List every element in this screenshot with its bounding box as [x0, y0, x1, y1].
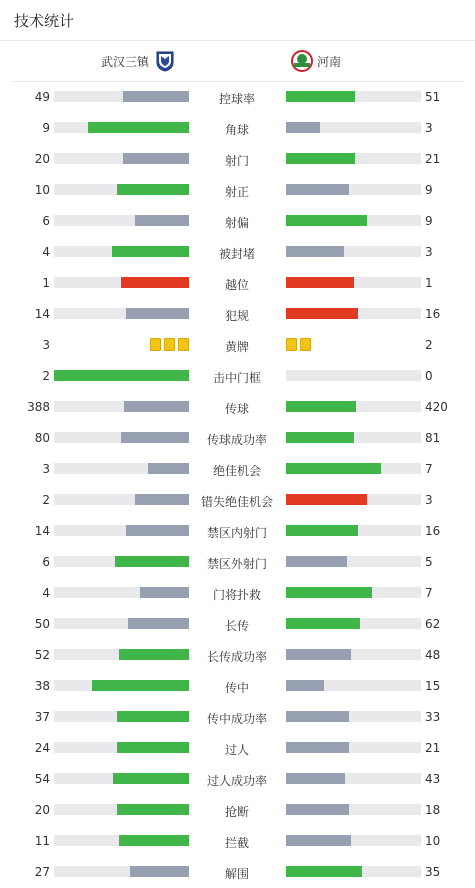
stat-label: 黄牌: [224, 340, 249, 354]
away-yellow-cards: [286, 338, 311, 351]
stat-row: [0, 329, 475, 360]
away-stat-value: 21: [425, 741, 441, 755]
home-stat-value: 49: [34, 90, 50, 104]
stat-row: [0, 422, 475, 453]
stat-row: [0, 391, 475, 422]
home-stat-value: 6: [42, 214, 50, 228]
stat-row: [0, 701, 475, 732]
home-stat-value: 11: [34, 834, 50, 848]
stat-row: [0, 608, 475, 639]
stat-label: 门将扑救: [212, 588, 261, 602]
away-stat-value: 15: [425, 679, 441, 693]
yellow-card-icon: [164, 338, 175, 351]
stat-label: 角球: [224, 123, 249, 137]
stat-row: [0, 174, 475, 205]
home-stat-bar: [54, 215, 189, 226]
away-stat-value: 5: [425, 555, 433, 569]
home-stat-bar-fill: [123, 91, 189, 102]
away-stat-bar-fill: [286, 432, 354, 443]
away-stat-bar: [286, 742, 421, 753]
away-stat-value: 51: [425, 90, 441, 104]
home-stat-value: 6: [42, 555, 50, 569]
stat-row: [0, 639, 475, 670]
stats-header: [0, 0, 475, 41]
stat-label: 错失绝佳机会: [200, 495, 273, 509]
away-stat-bar: [286, 401, 421, 412]
home-stat-value: 50: [34, 617, 50, 631]
away-stat-bar: [286, 432, 421, 443]
away-stat-bar-fill: [286, 463, 381, 474]
away-stat-bar: [286, 308, 421, 319]
home-stat-bar-fill: [124, 401, 189, 412]
stat-row: [0, 825, 475, 856]
stat-label: 绝佳机会: [212, 464, 261, 478]
stat-row: [0, 515, 475, 546]
stat-row: [0, 205, 475, 236]
stat-label: 过人成功率: [206, 774, 267, 788]
stat-label: 越位: [224, 278, 249, 292]
home-stat-bar-fill: [123, 153, 189, 164]
home-stat-value: 52: [34, 648, 50, 662]
home-stat-bar-fill: [121, 277, 189, 288]
away-stat-value: 3: [425, 245, 433, 259]
home-stat-bar-fill: [112, 246, 189, 257]
home-stat-value: 2: [42, 493, 50, 507]
away-team-name: 河南: [317, 54, 342, 69]
stat-row: [0, 670, 475, 701]
stat-label: 拦截: [224, 836, 249, 850]
away-stat-value: 10: [425, 834, 441, 848]
away-stat-value: 3: [425, 493, 433, 507]
away-stat-value: 0: [425, 369, 433, 383]
away-stat-bar-fill: [286, 866, 362, 877]
away-stat-bar-fill: [286, 153, 355, 164]
away-stat-bar: [286, 494, 421, 505]
away-stat-bar-fill: [286, 618, 360, 629]
stat-label: 控球率: [218, 92, 255, 106]
home-stat-bar-fill: [148, 463, 189, 474]
away-stat-bar-fill: [286, 246, 344, 257]
stat-label: 禁区外射门: [206, 557, 267, 571]
away-stat-value: 35: [425, 865, 441, 879]
home-team[interactable]: [95, 41, 175, 81]
home-stat-value: 10: [34, 183, 50, 197]
home-stat-value: 3: [42, 338, 50, 352]
stat-label: 过人: [224, 743, 249, 757]
stat-label: 禁区内射门: [206, 526, 267, 540]
home-stat-bar: [54, 773, 189, 784]
home-stat-bar: [54, 432, 189, 443]
away-stat-value: 18: [425, 803, 441, 817]
away-stat-bar: [286, 525, 421, 536]
away-stat-bar: [286, 122, 421, 133]
stat-label: 传球成功率: [206, 433, 267, 447]
home-yellow-cards: [150, 338, 189, 351]
away-stat-value: 9: [425, 183, 433, 197]
stat-row: [0, 546, 475, 577]
home-stat-value: 24: [34, 741, 50, 755]
stat-row: [0, 360, 475, 391]
wuhan-three-towns-crest-icon: [155, 50, 175, 72]
away-stat-value: 3: [425, 121, 433, 135]
away-stat-bar: [286, 618, 421, 629]
away-stat-value: 2: [425, 338, 433, 352]
home-stat-bar-fill: [130, 866, 189, 877]
home-stat-bar-fill: [119, 835, 189, 846]
away-stat-bar: [286, 370, 421, 381]
stat-label: 抢断: [224, 805, 249, 819]
stat-row: [0, 81, 475, 112]
stat-label: 长传成功率: [206, 650, 267, 664]
away-stat-bar: [286, 277, 421, 288]
away-stat-value: 9: [425, 214, 433, 228]
away-stat-bar-fill: [286, 401, 356, 412]
home-stat-bar: [54, 401, 189, 412]
stat-label: 射门: [224, 154, 249, 168]
away-stat-bar: [286, 835, 421, 846]
away-stat-value: 16: [425, 307, 441, 321]
home-stat-bar-fill: [117, 742, 189, 753]
away-stat-bar-fill: [286, 215, 367, 226]
home-stat-value: 4: [42, 245, 50, 259]
stat-row: [0, 143, 475, 174]
stat-label: 长传: [224, 619, 249, 633]
away-stat-bar-fill: [286, 587, 372, 598]
away-stat-bar: [286, 184, 421, 195]
home-stat-value: 37: [34, 710, 50, 724]
home-stat-bar: [54, 742, 189, 753]
away-stat-value: 7: [425, 586, 433, 600]
away-stat-value: 7: [425, 462, 433, 476]
away-stat-value: 43: [425, 772, 441, 786]
home-stat-bar: [54, 866, 189, 877]
home-stat-value: 20: [34, 803, 50, 817]
stat-label: 射偏: [224, 216, 249, 230]
stat-row: [0, 267, 475, 298]
away-stat-bar: [286, 680, 421, 691]
home-stat-bar: [54, 153, 189, 164]
away-stat-bar-fill: [286, 556, 347, 567]
home-stat-bar-fill: [117, 711, 189, 722]
home-stat-bar: [54, 277, 189, 288]
away-stat-bar: [286, 153, 421, 164]
away-stat-value: 62: [425, 617, 441, 631]
away-stat-bar-fill: [286, 494, 367, 505]
stat-label: 犯规: [224, 309, 249, 323]
away-stat-bar: [286, 866, 421, 877]
away-stat-bar: [286, 463, 421, 474]
away-stat-bar: [286, 587, 421, 598]
away-team[interactable]: [291, 41, 347, 81]
home-stat-bar: [54, 556, 189, 567]
home-stat-value: 20: [34, 152, 50, 166]
teams-bar: [10, 41, 465, 82]
home-stat-bar: [54, 91, 189, 102]
home-stat-bar-fill: [119, 649, 189, 660]
home-stat-value: 27: [34, 865, 50, 879]
home-stat-bar: [54, 649, 189, 660]
home-stat-value: 54: [34, 772, 50, 786]
away-stat-bar-fill: [286, 711, 349, 722]
away-stat-bar-fill: [286, 122, 320, 133]
away-stat-value: 48: [425, 648, 441, 662]
away-stat-bar: [286, 804, 421, 815]
home-stat-bar-fill: [117, 184, 189, 195]
home-stat-bar: [54, 463, 189, 474]
home-stat-bar: [54, 835, 189, 846]
away-stat-bar-fill: [286, 308, 358, 319]
stat-row: [0, 732, 475, 763]
away-stat-bar: [286, 556, 421, 567]
away-stat-value: 16: [425, 524, 441, 538]
away-stat-bar: [286, 215, 421, 226]
away-stat-bar-fill: [286, 91, 355, 102]
home-stat-bar-fill: [92, 680, 189, 691]
yellow-card-icon: [286, 338, 297, 351]
home-stat-bar-fill: [126, 308, 189, 319]
home-stat-bar-fill: [135, 494, 189, 505]
home-stat-bar: [54, 587, 189, 598]
home-stat-bar: [54, 711, 189, 722]
away-stat-value: 420: [425, 400, 448, 414]
home-stat-bar-fill: [121, 432, 189, 443]
yellow-card-icon: [150, 338, 161, 351]
away-stat-bar-fill: [286, 742, 349, 753]
home-stat-value: 9: [42, 121, 50, 135]
away-stat-value: 33: [425, 710, 441, 724]
home-stat-bar: [54, 184, 189, 195]
home-stat-bar: [54, 308, 189, 319]
away-stat-bar-fill: [286, 773, 345, 784]
away-stat-bar-fill: [286, 277, 354, 288]
home-stat-value: 80: [34, 431, 50, 445]
stat-label: 射正: [224, 185, 249, 199]
away-stat-bar: [286, 246, 421, 257]
stat-label: 解围: [224, 867, 249, 881]
away-stat-bar-fill: [286, 649, 351, 660]
stat-row: [0, 236, 475, 267]
away-stat-bar-fill: [286, 835, 351, 846]
stat-label: 传中成功率: [206, 712, 267, 726]
home-stat-bar-fill: [88, 122, 189, 133]
home-stat-value: 14: [34, 524, 50, 538]
stat-row: [0, 453, 475, 484]
home-stat-bar-fill: [135, 215, 189, 226]
henan-crest-icon: [291, 50, 311, 72]
away-stat-bar-fill: [286, 680, 324, 691]
home-stat-bar-fill: [126, 525, 189, 536]
page-title: 技术统计: [14, 12, 75, 30]
home-stat-value: 388: [27, 400, 50, 414]
home-stat-bar-fill: [117, 804, 189, 815]
home-stat-bar: [54, 525, 189, 536]
stat-row: [0, 856, 475, 887]
home-stat-bar: [54, 370, 189, 381]
away-stat-bar-fill: [286, 525, 358, 536]
home-stat-bar-fill: [113, 773, 189, 784]
stat-label: 击中门框: [212, 371, 261, 385]
away-stat-value: 81: [425, 431, 441, 445]
away-stat-bar: [286, 91, 421, 102]
home-stat-value: 38: [34, 679, 50, 693]
home-stat-bar: [54, 122, 189, 133]
home-stat-value: 3: [42, 462, 50, 476]
away-stat-value: 1: [425, 276, 433, 290]
stat-label: 传球: [224, 402, 249, 416]
stat-row: [0, 577, 475, 608]
home-stat-bar: [54, 494, 189, 505]
stat-label: 传中: [224, 681, 249, 695]
stat-row: [0, 763, 475, 794]
home-stat-bar-fill: [128, 618, 189, 629]
yellow-card-icon: [300, 338, 311, 351]
home-stat-bar: [54, 246, 189, 257]
away-stat-bar-fill: [286, 184, 349, 195]
away-stat-value: 21: [425, 152, 441, 166]
home-team-name: 武汉三镇: [100, 54, 149, 69]
stat-row: [0, 298, 475, 329]
stat-row: [0, 112, 475, 143]
away-stat-bar: [286, 711, 421, 722]
home-stat-value: 14: [34, 307, 50, 321]
home-stat-bar-fill: [115, 556, 189, 567]
stat-row: [0, 484, 475, 515]
stat-row: [0, 794, 475, 825]
home-stat-bar: [54, 804, 189, 815]
home-stat-value: 2: [42, 369, 50, 383]
away-stat-bar-fill: [286, 804, 349, 815]
stats-list: [0, 81, 475, 887]
home-stat-bar: [54, 618, 189, 629]
home-stat-bar: [54, 680, 189, 691]
home-stat-bar-fill: [140, 587, 189, 598]
home-stat-bar-fill: [54, 370, 189, 381]
home-stat-value: 4: [42, 586, 50, 600]
stat-label: 被封堵: [218, 247, 255, 261]
home-stat-value: 1: [42, 276, 50, 290]
away-stat-bar: [286, 773, 421, 784]
away-stat-bar: [286, 649, 421, 660]
